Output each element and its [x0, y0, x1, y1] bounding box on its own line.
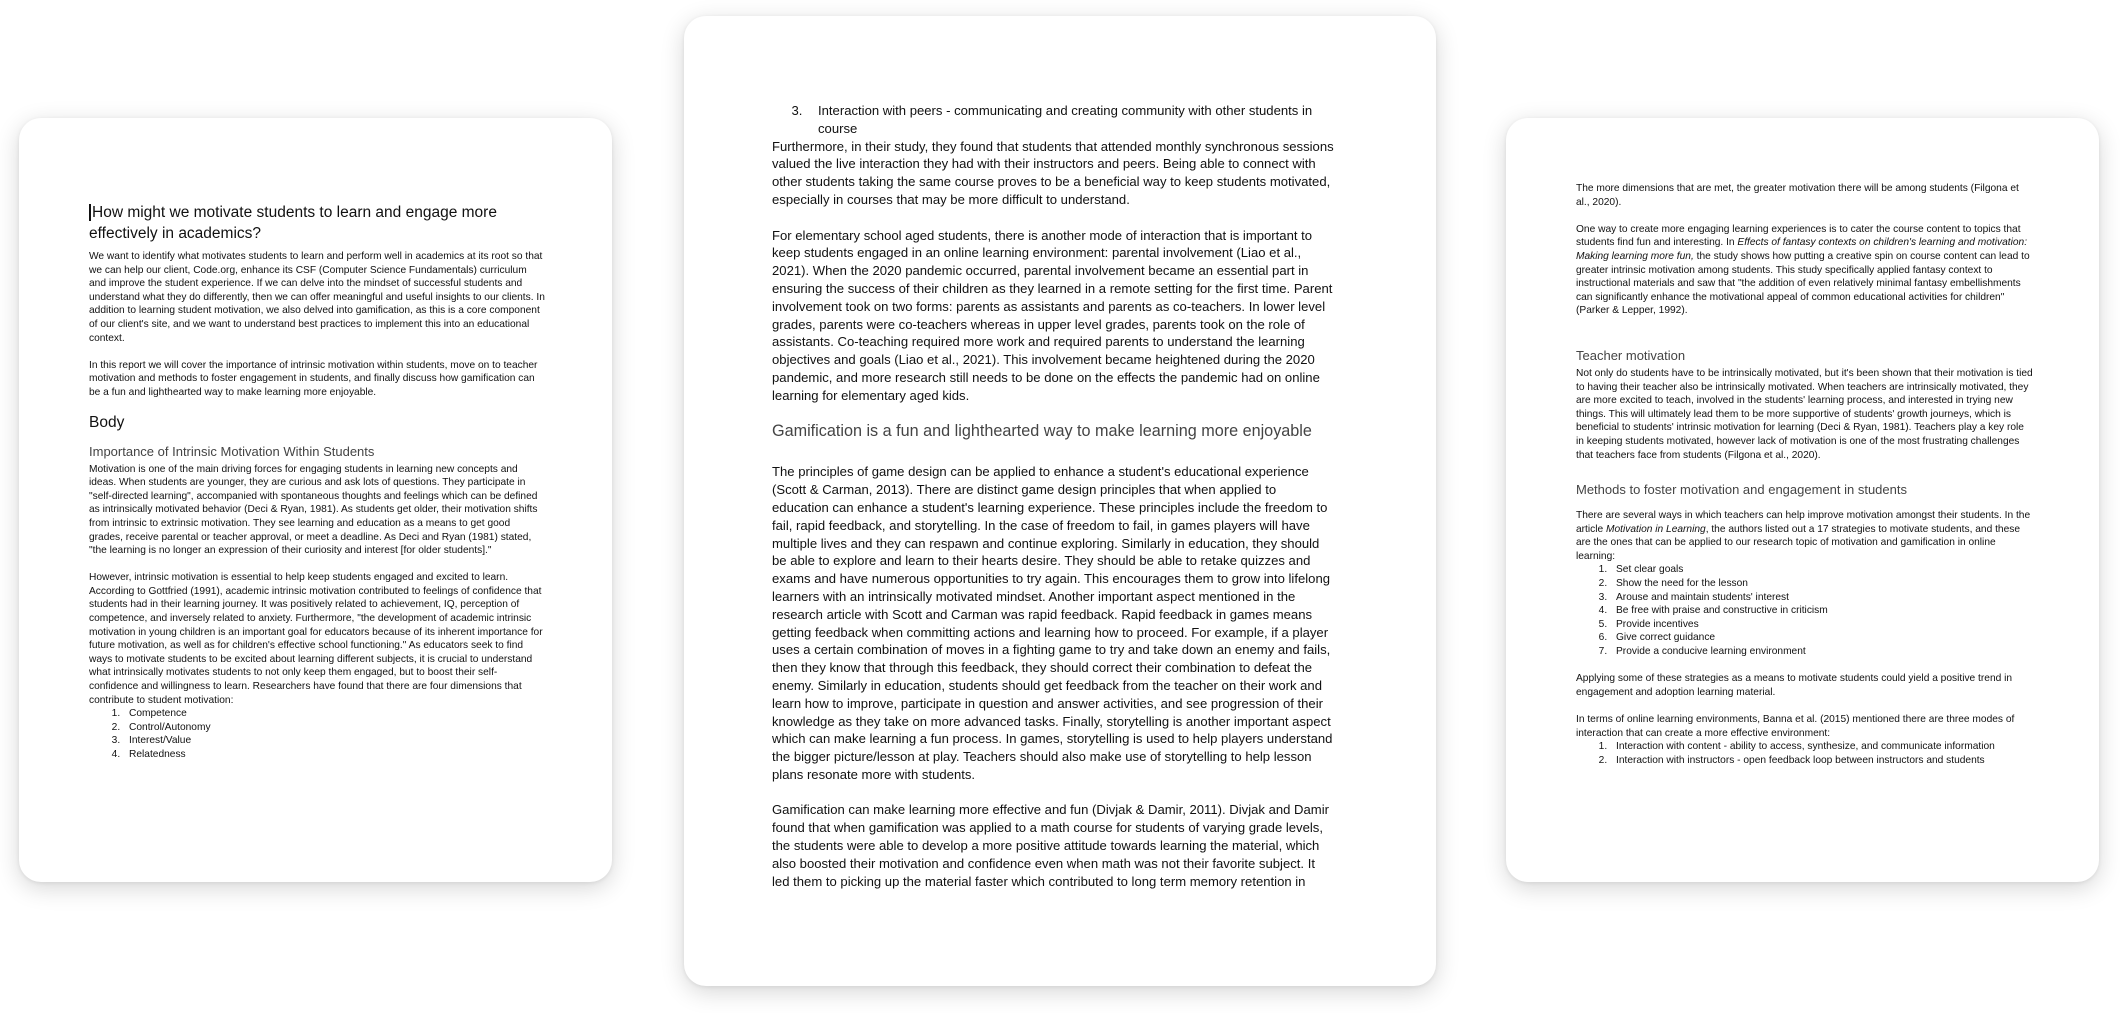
list-item: 3. Interest/Value [123, 734, 546, 748]
paragraph-peers: Furthermore, in their study, they found that students that attended monthly synchronous sessions valued the live interaction they had with their instructors and peers. Being able to connect with other students taking the same course proves to be a beneficial way to keep students motivated, especially in courses that may be more difficult to understand. [772, 138, 1334, 207]
section-heading-intrinsic: Importance of Intrinsic Motivation Within Students [89, 443, 375, 459]
section-paragraph-2: However, intrinsic motivation is essential to help keep students engaged and excited to learn. According to Gottfried (1991), academic intrinsic motivation contributed to feelings of confidence that students had in their learning journey. It was positively related to achievement, IQ, perception of competence, and inversely related to anxiety. Furthermore, "the development of academic intrinsic motivation in young children is an important goal for educators because of its inherent importance for future motivation, as well as for children's effective school functioning." As educators seek to find ways to motivate students to be excited about learning different subjects, it is crucial to understand what intrinsically motivates students to not only keep them engaged, but to boost their self-confidence and willingness to learn. Researchers have found that there are four dimensions that contribute to student motivation: [89, 572, 543, 706]
list-item: 6. Give correct guidance [1610, 631, 2033, 645]
list-item: 4. Relatedness [123, 748, 546, 762]
list-item: 2. Interaction with instructors - open feedback loop between instructors and students [1610, 754, 2033, 768]
paragraph-modes: In terms of online learning environments, Banna et al. (2015) mentioned there are three modes of interaction that can create a more effective environment: [1576, 714, 2015, 739]
intro-paragraph-2: In this report we will cover the importance of intrinsic motivation within students, move on to teacher motivation and methods to foster engagement in students, and finally discuss how gamification can be a fun and lighthearted way to make learning more enjoyable. [89, 359, 538, 398]
text-cursor [89, 204, 91, 221]
paragraph-gamification-effective: Gamification can make learning more effective and fun (Divjak & Damir, 2011). Divjak and Damir found that when gamification was applied to a math course for students of varying grade levels, the students were able to develop a more positive attitude towards learning the material, which also boosted their motivation and confidence even when math was not their favorite subject. It led them to picking up the material faster which contributed to long term memory retention in [772, 802, 1329, 889]
list-item: 1. Competence [123, 707, 546, 721]
interaction-modes-list-continued [772, 102, 1336, 138]
interaction-modes-list [1576, 740, 2033, 767]
list-item: 1. Interaction with content - ability to access, synthesize, and communicate information [1610, 740, 2033, 754]
document-title: How might we motivate students to learn and engage more effectively in academics? [89, 204, 497, 242]
list-item: 5. Provide incentives [1610, 618, 2033, 632]
list-item: 3. Interaction with peers - communicating and creating community with other students in course [806, 102, 1336, 138]
list-item: 7. Provide a conducive learning environment [1610, 645, 2033, 659]
body-heading: Body [89, 413, 125, 431]
section-heading-methods: Methods to foster motivation and engagement in students [1576, 482, 1907, 498]
list-item: 3. Arouse and maintain students' interest [1610, 591, 2033, 605]
list-item: 2. Show the need for the lesson [1610, 577, 2033, 591]
section-paragraph-1: Motivation is one of the main driving forces for engaging students in learning new concepts and ideas. When students are younger, they are curious and ask lots of questions. They participate in "self-directed learning", accompanied with spontaneous thoughts and feelings which can be defined as intrinsically motivated behavior (Deci & Ryan, 1981). As students get older, their motivation shifts from intrinsic to extrinsic motivation. They see learning and education as a means to get good grades, receive parental or teacher approval, or meet a deadline. As Deci and Ryan (1981) stated, "the learning is no longer an expression of their curiosity and interest [for older students]." [89, 463, 538, 557]
paragraph-apply: Applying some of these strategies as a means to motivate students could yield a positive trend in engagement and adoption learning material. [1576, 673, 2013, 698]
section-heading-teacher: Teacher motivation [1576, 347, 1686, 363]
document-page-1[interactable] [19, 118, 612, 882]
document-page-2[interactable] [1506, 118, 2099, 882]
paragraph-parental: For elementary school aged students, there is another mode of interaction that is important to keep students engaged in an online learning environment: parental involvement (Liao et al., 2021). When the 2020 pandemic occurred, parental involvement became an essential part in ensuring the success of their children as they learned in a remote setting for the first time. Parent involvement took on two forms: parents as assistants and parents as co-teachers. In lower level grades, parents were co-teachers whereas in upper level grades, parents took on the role of assistants. Co-teaching required more work and required parents to understand the learning objectives and goals (Liao et al., 2021). This involvement became heightened during the 2020 pandemic, and more research still needs to be done on the effects the pandemic had on online learning for elementary aged kids. [772, 227, 1333, 403]
list-item: 1. Set clear goals [1610, 563, 2033, 577]
intro-paragraph-1: We want to identify what motivates students to learn and perform well in academics at its root so that we can help our client, Code.org, enhance its CSF (Computer Science Fundamentals) curriculum and improve the student experience. If we can delve into the mindset of successful students and understand what they do differently, then we can offer meaningful and useful insights to our clients. In addition to learning student motivation, we also delved into gamification, as this is a core component of our client's site, and we want to understand best practices to implement this into an educational context. [89, 251, 545, 344]
section-heading-gamification: Gamification is a fun and lighthearted way to make learning more enjoyable [772, 422, 1312, 441]
document-page-3[interactable] [684, 16, 1436, 986]
paragraph-fantasy: One way to create more engaging learning experiences is to cater the course content to topics that students find fun and interesting. In Effects of fantasy contexts on children's learning and motivation: Making learning more fun, the study shows how putting a creative spin on course content can lead to greater intrinsic motivation among students. This study specifically applied fantasy context to instructional materials and saw that "the addition of even relatively minimal fantasy embellishments can significantly enhance the motivational appeal of common educational activities for children" (Parker & Lepper, 1992). [1576, 223, 2030, 317]
paragraph-teacher: Not only do students have to be intrinsically motivated, but it's been shown that their motivation is tied to having their teacher also be intrinsically motivated. When teachers are intrinsically motivated, they are more excited to teach, involved in the students' learning process, and interested in trying new things. This will ultimately lead them to be more supportive of students' growth journeys, which is beneficial to students' intrinsic motivation for learning (Deci & Ryan, 1981). Teachers play a key role in keeping students motivated, however lack of motivation is one of the most frustrating challenges that teachers face from students (Filgona et al., 2020). [1576, 367, 2033, 461]
strategies-list [1576, 563, 2033, 658]
list-item: 2. Control/Autonomy [123, 721, 546, 735]
paragraph-game-design: The principles of game design can be applied to enhance a student's educational experience (Scott & Carman, 2013). There are distinct game design principles that when applied to education can enhance a student's learning experience. These principles include the freedom to fail, rapid feedback, and storytelling. In the case of freedom to fail, in games players will have multiple lives and they can respawn and continue exploring. Similarly in education, they should be able to explore and learn to their hearts desire. They should be able to retake quizzes and exams and have numerous opportunities to try again. This encourages them to grow into lifelong learners with an intrinsically motivated mindset. Another important aspect mentioned in the research article with Scott and Carman was rapid feedback. Rapid feedback in games means getting feedback when committing actions and learning how to proceed. For example, if a player uses a certain combination of moves in a fighting game to try and take down an enemy and fails, then they know that through this feedback, they should correct their combination to defeat the enemy. Similarly in education, students should get feedback from the teacher on their work and learn how to improve, participate in question and answer activities, and see progression of their knowledge as they take on more advanced tasks. Finally, storytelling is another important aspect which can make learning a fun process. In games, storytelling is used to help players understand the bigger picture/lesson at play. Teachers should also make use of storytelling to help lesson plans resonate more with students. [772, 464, 1333, 782]
dimensions-list [89, 707, 546, 761]
paragraph-dimensions: The more dimensions that are met, the greater motivation there will be among students (Filgona et al., 2020). [1576, 183, 2019, 208]
list-item: 4. Be free with praise and constructive in criticism [1610, 604, 2033, 618]
paragraph-methods: There are several ways in which teachers can help improve motivation amongst their students. In the article Motivation in Learning, the authors listed out a 17 strategies to motivate students, and these are the ones that can be applied to our research topic of motivation and gamification in online learning: [1576, 510, 2031, 562]
